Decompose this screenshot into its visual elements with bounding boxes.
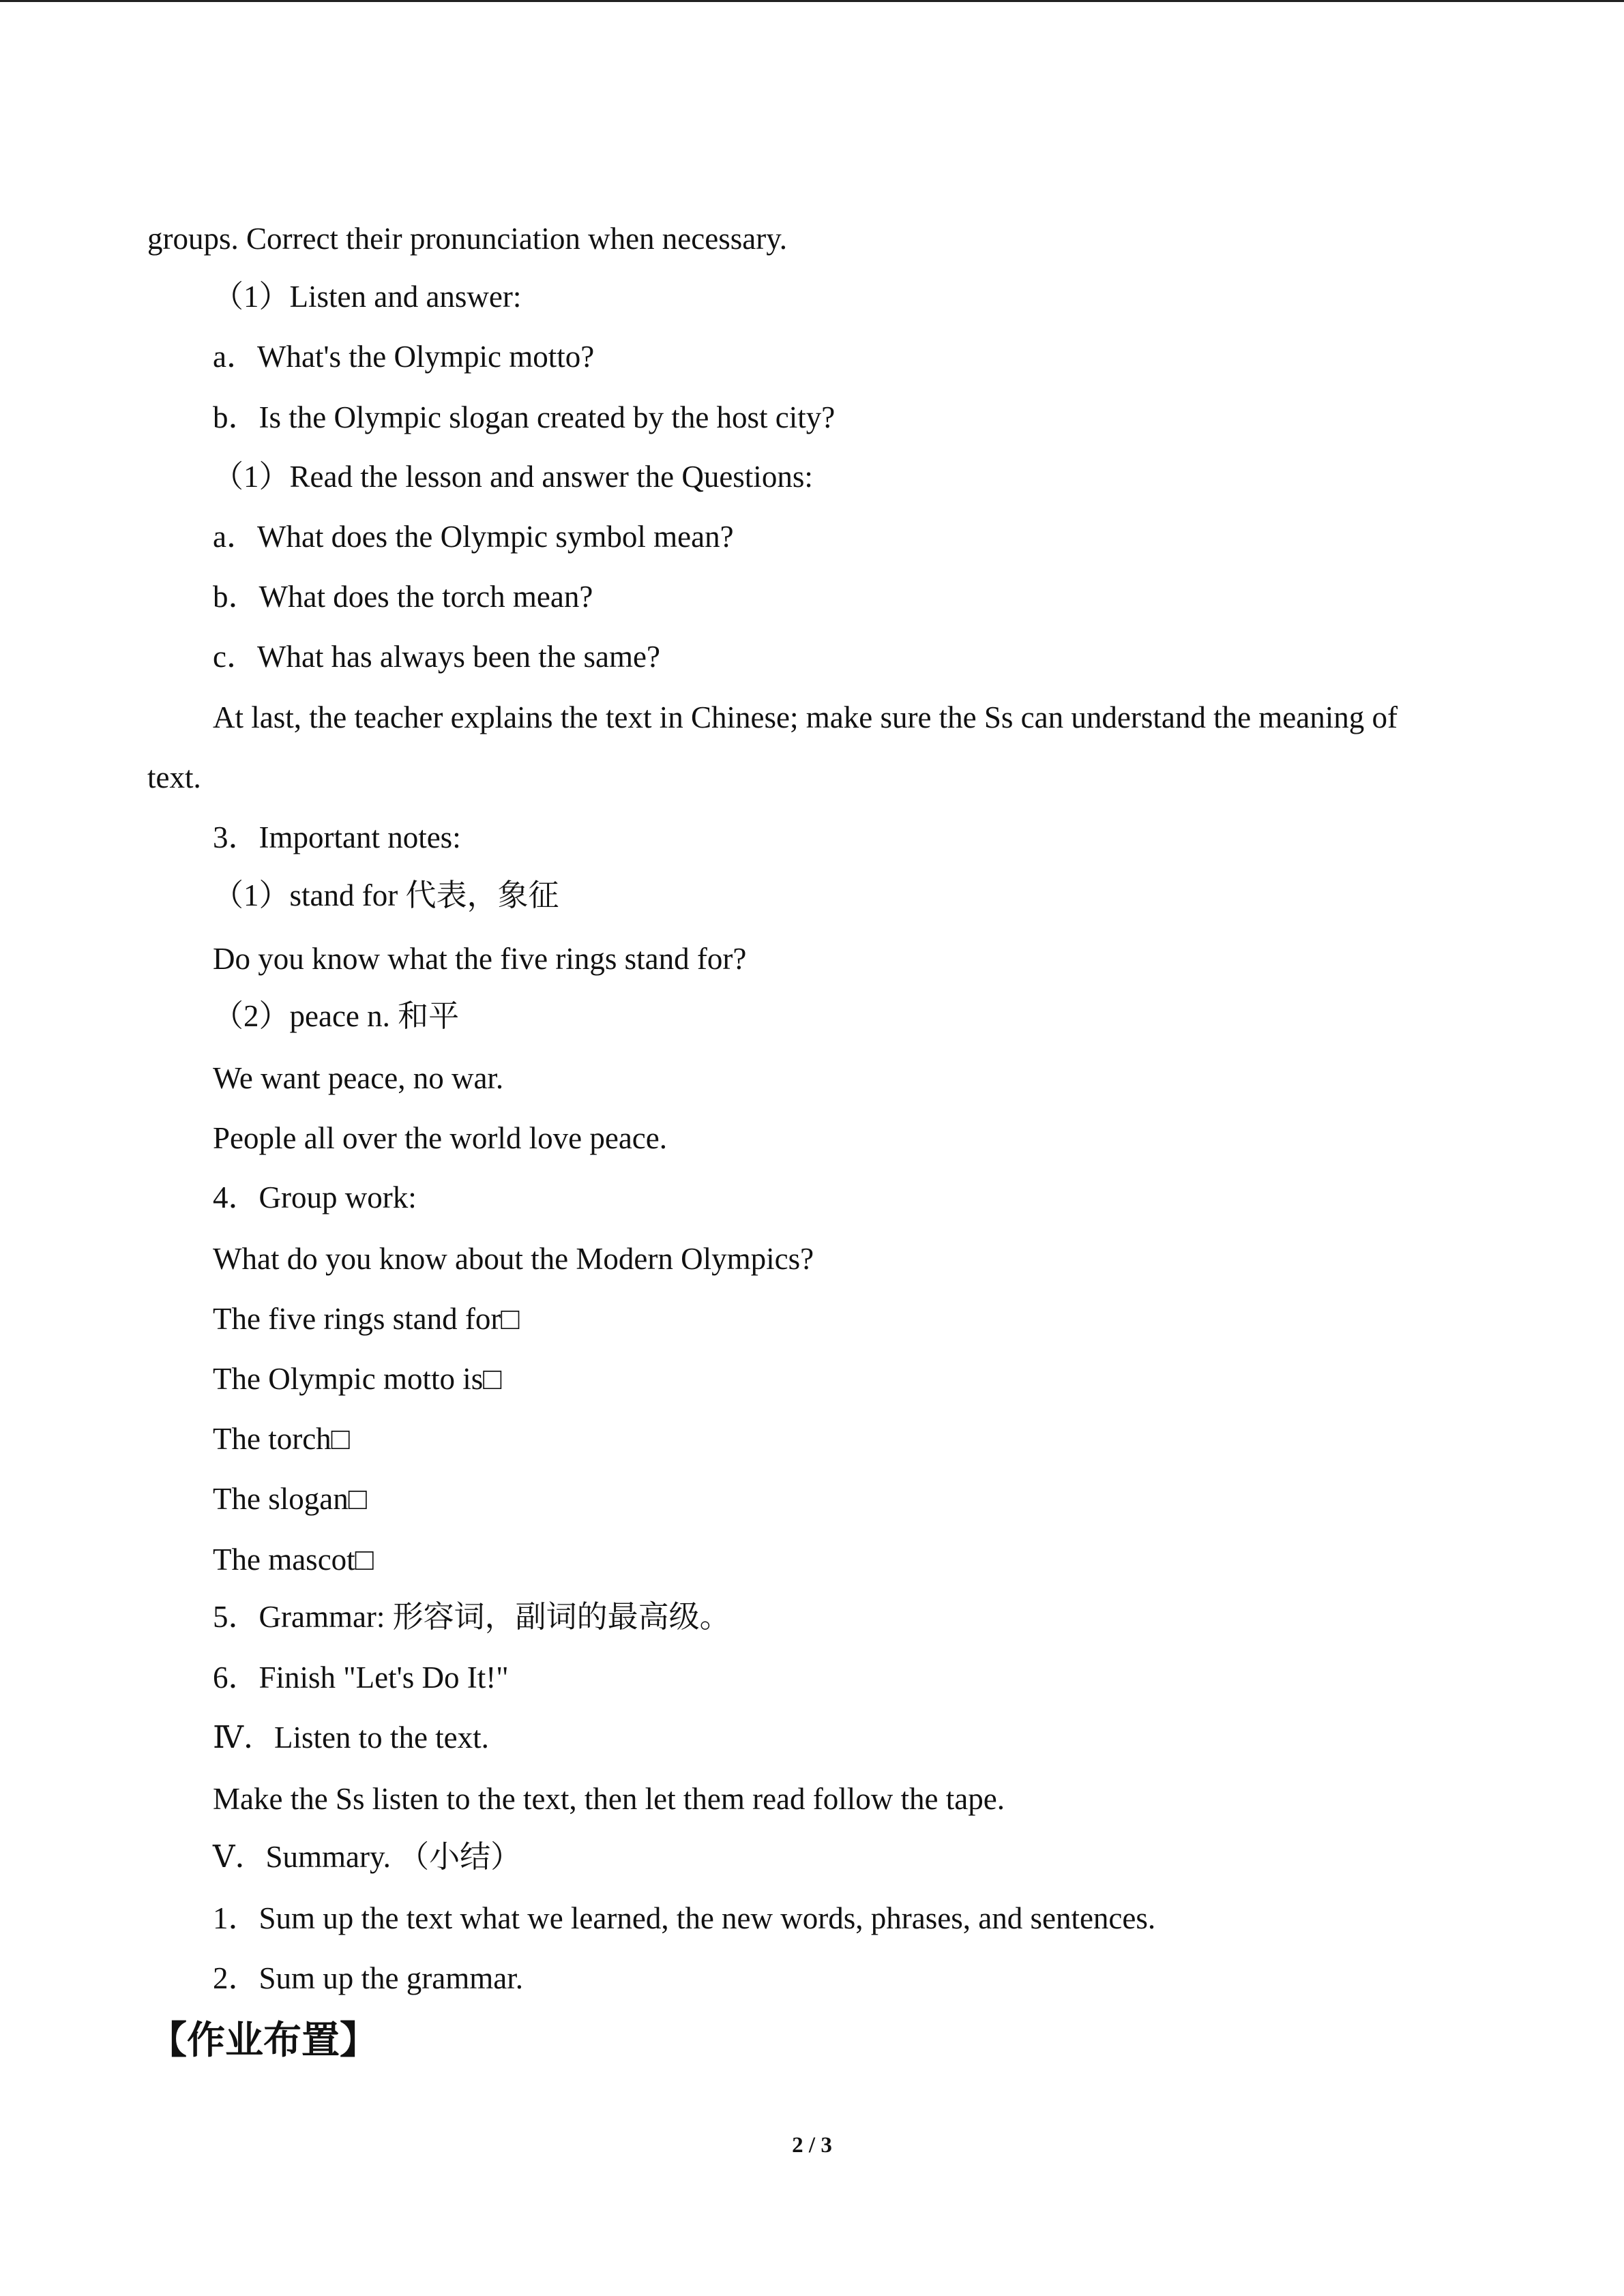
text-line-important-notes: 3．Important notes: (213, 820, 461, 854)
text-line-question-a2: a．What does the Olympic symbol mean? (213, 520, 734, 554)
text-line-question-b: b．Is the Olympic slogan created by the host city? (213, 400, 836, 434)
text-line-motto: The Olympic motto is□ (213, 1362, 502, 1396)
section-heading-homework: 【作业布置】 (149, 2018, 378, 2063)
text-line-read-lesson: （1）Read the lesson and answer the Questions: (213, 460, 813, 494)
text-line-question-c2: c．What has always been the same? (213, 640, 660, 674)
text-line-make-ss-listen: Make the Ss listen to the text, then let them read follow the tape. (213, 1782, 1005, 1816)
text-line-at-last: At last, the teacher explains the text in Chinese; make sure the Ss can understand the meaning of (213, 700, 1398, 734)
top-border-rule (0, 0, 1624, 2)
text-line-peace: （2）peace n. 和平 (213, 999, 460, 1033)
text-line-listen-answer: （1）Listen and answer: (213, 280, 522, 314)
text-line-sum-up-grammar: 2．Sum up the grammar. (213, 1961, 523, 1995)
text-line-grammar: 5．Grammar: 形容词，副词的最高级。 (213, 1600, 730, 1634)
text-line-sum-up-text: 1．Sum up the text what we learned, the new words, phrases, and sentences. (213, 1901, 1156, 1935)
text-line-people-love-peace: People all over the world love peace. (213, 1121, 667, 1155)
text-line-stand-for: （1）stand for 代表，象征 (213, 878, 559, 912)
text-line-want-peace: We want peace, no war. (213, 1061, 504, 1095)
text-line-group-work: 4．Group work: (213, 1180, 417, 1214)
text-line-torch: The torch□ (213, 1422, 350, 1456)
text-line-five-rings-question: Do you know what the five rings stand for? (213, 942, 747, 976)
text-line-question-b2: b．What does the torch mean? (213, 580, 593, 614)
text-line-summary: Ⅴ．Summary. （小结） (213, 1840, 522, 1874)
text-line-question-a: a．What's the Olympic motto? (213, 340, 595, 374)
text-line-text: text. (147, 760, 201, 794)
text-line-five-rings: The five rings stand for□ (213, 1302, 520, 1336)
text-line-groups: groups. Correct their pronunciation when necessary. (147, 222, 788, 256)
text-line-slogan: The slogan□ (213, 1482, 367, 1516)
text-line-modern-olympics: What do you know about the Modern Olympics? (213, 1242, 814, 1276)
text-line-listen-to-text: Ⅳ．Listen to the text. (213, 1720, 489, 1755)
page-number: 2 / 3 (792, 2133, 832, 2158)
text-line-finish-lets-do-it: 6．Finish "Let's Do It!" (213, 1660, 509, 1695)
text-line-mascot: The mascot□ (213, 1542, 374, 1577)
